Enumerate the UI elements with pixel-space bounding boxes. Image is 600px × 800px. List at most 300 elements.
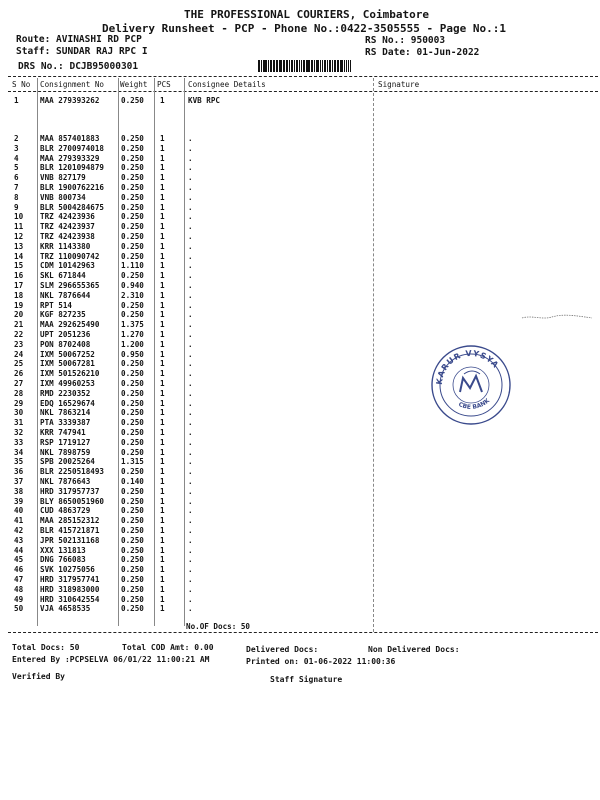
row-weight: 1.270 [121,330,144,339]
row-sno: 22 [14,330,24,339]
row-consignee: . [188,437,193,447]
row-sno: 43 [14,535,24,545]
row-consignment-no: RPT 514 [40,300,73,310]
row-consignee: . [188,173,193,183]
row-sno: 37 [14,477,24,486]
row-consignment-no: TRZ 42423936 [40,212,95,222]
barcode-bar [284,60,285,72]
table-row [0,477,600,486]
barcode-bar [311,60,313,72]
divider-top [8,76,598,77]
row-weight: 0.950 [121,349,144,359]
row-consignee: . [188,359,193,369]
row-weight: 1.200 [121,339,144,349]
table-row [0,526,600,535]
row-consignment-no: NKL 7876644 [40,290,91,300]
entered-by: Entered By :PCPSELVA 06/01/22 11:00:21 AM [12,655,210,664]
row-sno: 4 [14,153,19,163]
table-row [0,271,600,280]
barcode-bar [268,60,269,72]
row-consignee: . [188,339,193,349]
row-consignee: . [188,418,193,428]
row-consignment-no: BLR 5004284675 [40,202,105,212]
row-consignment-no: VJA 4658535 [40,604,91,614]
row-pcs: 1 [160,565,165,575]
rs-number: RS No.: 950003 [365,35,446,46]
row-consignee: . [188,506,193,516]
row-pcs: 1 [160,447,165,457]
row-consignment-no: TRZ 110090742 [40,251,100,261]
row-consignment-no: HRD 317957741 [40,575,100,584]
row-weight: 0.250 [121,222,144,232]
row-consignment-no: DNG 766083 [40,555,86,565]
row-consignee: . [188,428,193,437]
row-consignment-no: BLR 1900762216 [40,183,105,192]
row-weight: 0.250 [121,408,144,418]
row-consignment-no: UPT 2051236 [40,330,91,339]
row-consignment-no: TRZ 42423937 [40,222,95,232]
row-sno: 12 [14,232,24,241]
row-consignee: . [188,565,193,575]
row-sno: 21 [14,320,24,330]
row-sno: 49 [14,594,24,604]
row-sno: 35 [14,457,24,467]
row-consignee: . [188,281,193,290]
row-pcs: 1 [160,271,165,281]
route-label: Route: AVINASHI RD PCP [16,34,142,45]
row-weight: 0.940 [121,281,144,290]
row-pcs: 1 [160,369,165,379]
row-sno: 14 [14,251,24,261]
row-pcs: 1 [160,96,165,105]
printed-on: Printed on: 01-06-2022 11:00:36 [246,657,396,666]
row-consignee: . [188,143,193,153]
table-row [0,546,600,555]
row-sno: 50 [14,604,24,614]
drs-number: DRS No.: DCJB95000301 [18,61,139,72]
barcode-bar [286,60,288,72]
row-weight: 0.250 [121,565,144,575]
row-pcs: 1 [160,408,165,418]
barcode-bar [289,60,290,72]
row-weight: 0.250 [121,398,144,408]
row-sno: 29 [14,398,24,408]
barcode-bar [291,60,294,72]
col-header-consignee: Consignee Details [188,80,266,89]
row-consignee: . [188,457,193,467]
row-consignment-no: MAA 857401883 [40,134,100,143]
row-sno: 9 [14,202,19,212]
row-sno: 33 [14,437,24,447]
bank-stamp [430,344,512,426]
row-sno: 26 [14,369,24,379]
row-sno: 34 [14,447,24,457]
barcode-bar [346,60,348,72]
row-pcs: 1 [160,261,165,271]
row-consignee: . [188,271,193,281]
row-sno: 7 [14,183,19,192]
row-pcs: 1 [160,359,165,369]
row-weight: 0.250 [121,241,144,251]
table-row [0,428,600,437]
table-row [0,232,600,241]
row-consignment-no: MAA 279393262 [40,96,100,105]
row-weight: 1.315 [121,457,144,467]
table-row [0,330,600,339]
table-row [0,193,600,202]
runsheet-subtitle: Delivery Runsheet - PCP - Phone No.:0422-3505555 - Page No.:1 [102,22,506,35]
row-weight: 0.250 [121,555,144,565]
row-consignment-no: VNB 800734 [40,192,86,202]
table-row [0,301,600,310]
row-consignment-no: TRZ 42423938 [40,232,95,241]
barcode-bar [317,60,319,72]
barcode-bar [324,60,327,72]
row-weight: 0.250 [121,202,144,212]
row-sno: 31 [14,418,24,428]
row-pcs: 1 [160,428,165,437]
barcode-bar [274,60,275,72]
row-pcs: 1 [160,163,165,173]
row-sno: 27 [14,379,24,388]
table-row [0,183,600,192]
row-pcs: 1 [160,330,165,339]
row-consignee: . [188,369,193,379]
row-sno: 18 [14,290,24,300]
row-consignment-no: NKL 7898759 [40,447,91,457]
row-consignment-no: CDM 10142963 [40,261,95,271]
row-consignee: . [188,496,193,506]
row-sno: 15 [14,261,24,271]
row-consignee: . [188,320,193,330]
table-row [0,320,600,329]
row-weight: 0.250 [121,506,144,516]
table-row [0,575,600,584]
row-consignment-no: NKL 7876643 [40,477,91,486]
barcode-bar [340,60,343,72]
row-weight: 0.250 [121,428,144,437]
row-pcs: 1 [160,457,165,467]
table-row [0,555,600,564]
table-row [0,212,600,221]
table-row [0,487,600,496]
row-consignee: . [188,388,193,398]
row-sno: 30 [14,408,24,418]
barcode-bar [261,60,262,72]
row-sno: 39 [14,496,24,506]
row-sno: 28 [14,388,24,398]
table-row [0,506,600,515]
row-pcs: 1 [160,212,165,222]
row-consignment-no: PTA 3339387 [40,418,91,428]
row-sno: 45 [14,555,24,565]
row-weight: 0.250 [121,437,144,447]
divider-bottom [8,632,598,633]
row-pcs: 1 [160,183,165,192]
row-pcs: 1 [160,134,165,143]
table-row [0,448,600,457]
row-consignee: . [188,575,193,584]
table-row [0,467,600,476]
row-consignment-no: EDQ 16529674 [40,398,95,408]
table-row [0,163,600,172]
row-weight: 0.250 [121,143,144,153]
row-pcs: 1 [160,584,165,594]
row-consignment-no: SLM 296655365 [40,281,100,290]
row-weight: 0.250 [121,300,144,310]
barcode-bar [264,60,267,72]
row-sno: 6 [14,173,19,183]
row-pcs: 1 [160,143,165,153]
row-consignee: . [188,447,193,457]
row-sno: 20 [14,310,24,320]
row-sno: 19 [14,300,24,310]
row-consignee: . [188,192,193,202]
row-consignment-no: RMD 2230352 [40,388,91,398]
row-weight: 0.250 [121,96,144,105]
row-consignment-no: KRR 1143380 [40,241,91,251]
barcode-bar [320,60,321,72]
row-weight: 0.250 [121,535,144,545]
row-consignee: . [188,212,193,222]
row-weight: 0.250 [121,486,144,496]
row-pcs: 1 [160,437,165,447]
table-row [0,252,600,261]
row-weight: 0.250 [121,359,144,369]
row-pcs: 1 [160,339,165,349]
row-consignment-no: BLR 415721871 [40,526,100,535]
total-cod: Total COD Amt: 0.00 [122,643,214,652]
no-of-docs: No.OF Docs: 50 [186,622,251,631]
row-consignment-no: IXM 50067281 [40,359,95,369]
row-weight: 0.250 [121,271,144,281]
row-pcs: 1 [160,555,165,565]
row-consignee: . [188,202,193,212]
row-consignment-no: SKL 671844 [40,271,86,281]
row-consignee: . [188,379,193,388]
barcode-bar [301,60,302,72]
row-weight: 0.250 [121,212,144,222]
row-sno: 2 [14,134,19,143]
row-consignment-no: IXM 49960253 [40,379,95,388]
barcode-bar [329,60,331,72]
row-weight: 0.250 [121,467,144,477]
row-consignee: . [188,408,193,418]
row-pcs: 1 [160,398,165,408]
staff-signature: Staff Signature [270,675,343,684]
col-header-sno: S No [12,80,31,89]
row-consignee: . [188,300,193,310]
barcode [258,60,352,72]
svg-text:CBE BANK: CBE BANK [457,397,492,411]
row-consignee: . [188,486,193,496]
table-row [0,310,600,319]
barcode-bar [273,60,274,72]
row-weight: 0.250 [121,310,144,320]
table-row [0,281,600,290]
row-sno: 36 [14,467,24,477]
row-weight: 0.250 [121,153,144,163]
non-delivered-docs: Non Delivered Docs: [368,645,460,654]
row-sno: 10 [14,212,24,222]
col-header-weight: Weight [120,80,148,89]
table-row [0,203,600,212]
row-sno: 11 [14,222,24,232]
barcode-bar [294,60,295,72]
row-pcs: 1 [160,477,165,486]
staff-label: Staff: SUNDAR RAJ RPC I [16,46,148,57]
barcode-bar [322,60,323,72]
row-consignee: . [188,251,193,261]
row-sno: 32 [14,428,24,437]
row-consignment-no: BLR 2700974018 [40,143,105,153]
row-consignment-no: BLR 1201094879 [40,163,105,173]
table-row [0,595,600,604]
row-consignee: . [188,134,193,143]
row-sno: 13 [14,241,24,251]
barcode-bar [270,60,272,72]
row-consignee: . [188,349,193,359]
barcode-bar [334,60,336,72]
row-consignment-no: BLR 2250518493 [40,467,105,477]
row-sno: 44 [14,545,24,555]
barcode-bar [327,60,328,72]
table-row [0,565,600,574]
row-consignment-no: HRD 310642554 [40,594,100,604]
barcode-bar [350,60,351,72]
row-weight: 0.250 [121,447,144,457]
barcode-bar [263,60,264,72]
row-consignment-no: MAA 292625490 [40,320,100,330]
svg-text:KARUR VYSYA: KARUR VYSYA [434,348,501,386]
row-weight: 0.250 [121,379,144,388]
col-header-signature: Signature [378,80,420,89]
row-pcs: 1 [160,173,165,183]
row-sno: 24 [14,349,24,359]
row-consignee: . [188,526,193,535]
row-weight: 0.250 [121,516,144,526]
rs-date: RS Date: 01-Jun-2022 [365,47,480,58]
row-consignment-no: MAA 279393329 [40,153,100,163]
row-pcs: 1 [160,290,165,300]
table-row [0,242,600,251]
row-consignee: . [188,290,193,300]
row-consignment-no: VNB 827179 [40,173,86,183]
row-consignee: . [188,398,193,408]
row-pcs: 1 [160,202,165,212]
table-row [0,134,600,143]
table-row [0,497,600,506]
row-sno: 23 [14,339,24,349]
row-pcs: 1 [160,486,165,496]
barcode-bar [338,60,339,72]
row-pcs: 1 [160,241,165,251]
row-weight: 0.250 [121,163,144,173]
barcode-bar [299,60,300,72]
col-header-consignment: Consignment No [40,80,105,89]
row-weight: 0.250 [121,418,144,428]
divider-header [8,91,598,92]
row-sno: 46 [14,565,24,575]
barcode-bar [303,60,305,72]
row-consignment-no: MAA 285152312 [40,516,100,526]
row-consignment-no: KGF 827235 [40,310,86,320]
table-row [0,154,600,163]
row-consignee: . [188,545,193,555]
row-weight: 0.250 [121,192,144,202]
barcode-bar [316,60,317,72]
row-pcs: 1 [160,604,165,614]
row-consignee: . [188,241,193,251]
barcode-bar [344,60,345,72]
table-row [0,173,600,182]
row-weight: 1.110 [121,261,144,271]
table-row [0,144,600,153]
row-pcs: 1 [160,310,165,320]
row-pcs: 1 [160,222,165,232]
row-pcs: 1 [160,379,165,388]
row-weight: 0.250 [121,575,144,584]
row-consignee: . [188,535,193,545]
row-sno: 25 [14,359,24,369]
row-weight: 0.250 [121,183,144,192]
barcode-bar [276,60,278,72]
row-pcs: 1 [160,594,165,604]
row-weight: 0.140 [121,477,144,486]
row-consignment-no: SPB 20025264 [40,457,95,467]
table-row [0,604,600,613]
barcode-bar [296,60,298,72]
barcode-bar [283,60,284,72]
row-consignment-no: XXX 131813 [40,545,86,555]
row-consignment-no: JPR 502131168 [40,535,100,545]
row-weight: 0.250 [121,604,144,614]
total-docs: Total Docs: 50 [12,643,80,652]
row-sno: 17 [14,281,24,290]
row-pcs: 1 [160,545,165,555]
table-row [0,516,600,525]
row-consignment-no: RSP 1719127 [40,437,91,447]
row-consignment-no: HRD 318983000 [40,584,100,594]
row-sno: 16 [14,271,24,281]
row-consignment-no: BLY 8650051960 [40,496,105,506]
row-consignee: . [188,584,193,594]
row-weight: 0.250 [121,388,144,398]
row-sno: 40 [14,506,24,516]
table-row [0,457,600,466]
row-sno: 8 [14,192,19,202]
row-consignment-no: IXM 501526210 [40,369,100,379]
barcode-bar [307,60,310,72]
row-consignment-no: IXM 50067252 [40,349,95,359]
barcode-bar [314,60,315,72]
row-sno: 42 [14,526,24,535]
barcode-bar [332,60,333,72]
row-weight: 0.250 [121,173,144,183]
table-row [0,585,600,594]
row-sno: 3 [14,143,19,153]
row-weight: 0.250 [121,594,144,604]
row-consignee: . [188,232,193,241]
row-consignee: . [188,222,193,232]
row-pcs: 1 [160,349,165,359]
row-consignee: . [188,163,193,173]
row-weight: 0.250 [121,526,144,535]
row-weight: 0.250 [121,545,144,555]
row-consignee: . [188,516,193,526]
row-consignee: KVB RPC [188,96,221,105]
row-consignment-no: CUD 4863729 [40,506,91,516]
